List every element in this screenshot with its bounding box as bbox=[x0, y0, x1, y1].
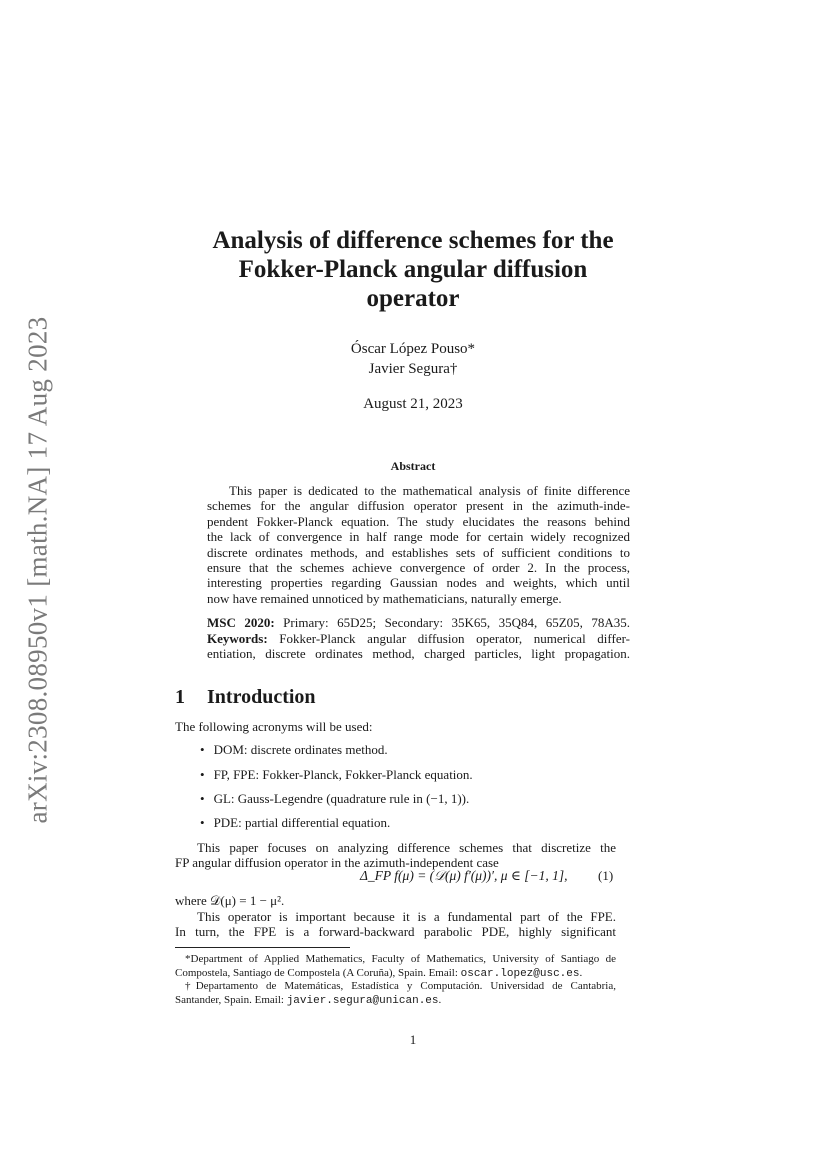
abstract-line: pendent Fokker-Planck equation. The study elucidates the reasons behind bbox=[207, 513, 630, 529]
email-link[interactable]: javier.segura@unican.es bbox=[286, 994, 439, 1007]
footnote-line: Compostela, Santiago de Compostela (A Coruña), Spain. Email: oscar.lopez@usc.es. bbox=[175, 966, 583, 980]
msc-line bbox=[207, 615, 630, 630]
title-line: Analysis of difference schemes for the bbox=[212, 227, 614, 254]
abstract-line: interesting properties regarding Gaussian nodes and weights, which until bbox=[207, 575, 630, 591]
bullet-item: • PDE: partial differential equation. bbox=[200, 815, 390, 831]
bullet-item: • FP, FPE: Fokker-Planck, Fokker-Planck equation. bbox=[200, 767, 473, 783]
footnote-text: Compostela, Santiago de Compostela (A Coruña), Spain. Email: bbox=[175, 966, 461, 979]
paragraph-line: FP angular diffusion operator in the azimuth-independent case bbox=[175, 855, 499, 871]
abstract-line: This paper is dedicated to the mathematical analysis of finite difference bbox=[229, 483, 630, 498]
keywords-line bbox=[207, 631, 630, 646]
abstract-line: the lack of convergence in half range mode for certain widely recognized bbox=[207, 529, 630, 545]
email-link[interactable]: oscar.lopez@usc.es bbox=[460, 967, 580, 980]
author: Óscar López Pouso* bbox=[350, 341, 476, 357]
footnote-rule bbox=[175, 947, 350, 948]
keywords-text: Fokker-Planck angular diffusion operator, numerical differ- bbox=[279, 630, 630, 646]
abstract-line: now have remained unnoticed by mathematicians, naturally emerge. bbox=[207, 590, 562, 606]
bullet-item: • DOM: discrete ordinates method. bbox=[200, 742, 388, 758]
paragraph-line: This paper focuses on analyzing difference schemes that discretize the bbox=[197, 840, 616, 855]
arxiv-stamp: arXiv:2308.08950v1 [math.NA] 17 Aug 2023 bbox=[22, 316, 53, 824]
bullet-item: • GL: Gauss-Legendre (quadrature rule in (−1, 1)). bbox=[200, 791, 469, 807]
msc-text: Primary: 65D25; Secondary: 35K65, 35Q84, 65Z05, 78A35. bbox=[283, 615, 631, 631]
paper-title bbox=[0, 226, 826, 313]
author: Javier Segura† bbox=[368, 361, 458, 377]
footnote-line: Santander, Spain. Email: javier.segura@unican.es. bbox=[175, 993, 442, 1007]
footnotes bbox=[175, 953, 616, 1007]
paragraph-line: This operator is important because it is a fundamental part of the FPE. bbox=[197, 909, 616, 924]
abstract-body bbox=[207, 483, 630, 661]
section-title: Introduction bbox=[207, 686, 316, 708]
footnote-line: †Departamento de Matemáticas, Estadística y Computación. Universidad de Cantabria, bbox=[185, 980, 616, 992]
date: August 21, 2023 bbox=[363, 396, 463, 412]
section-number: 1 bbox=[175, 686, 185, 708]
keywords-line: entiation, discrete ordinates method, charged particles, light propagation. bbox=[207, 645, 630, 661]
footnote-text: Santander, Spain. Email: bbox=[175, 993, 287, 1006]
abstract-line: discrete ordinates methods, and establishes sets of sufficient conditions to bbox=[207, 544, 630, 560]
where-text: where 𝒟(μ) = 1 − μ². bbox=[175, 893, 285, 908]
page-number: 1 bbox=[409, 1032, 417, 1047]
paragraph bbox=[175, 840, 616, 871]
paragraph-line: In turn, the FPE is a forward-backward parabolic PDE, highly significant bbox=[175, 924, 616, 940]
abstract-heading: Abstract bbox=[390, 459, 436, 473]
section-heading bbox=[175, 686, 338, 709]
title-line: operator bbox=[366, 285, 460, 312]
equation: Δ_FP f(μ) = (𝒟(μ) f′(μ))′, μ ∈ [−1, 1], bbox=[360, 868, 568, 883]
abstract-line: schemes for the angular diffusion operator present in the azimuth-inde- bbox=[207, 498, 630, 514]
msc-label: MSC 2020: bbox=[207, 615, 275, 631]
footnote-line: *Department of Applied Mathematics, Faculty of Mathematics, University of Santiago de bbox=[185, 953, 616, 965]
keywords-label: Keywords: bbox=[207, 630, 268, 646]
intro-text: The following acronyms will be used: bbox=[175, 719, 373, 734]
abstract-line: ensure that the schemes achieve convergence of order 2. In the process, bbox=[207, 559, 630, 575]
paragraph bbox=[175, 909, 616, 940]
title-line: Fokker-Planck angular diffusion bbox=[238, 256, 588, 283]
equation-number: (1) bbox=[598, 868, 614, 883]
